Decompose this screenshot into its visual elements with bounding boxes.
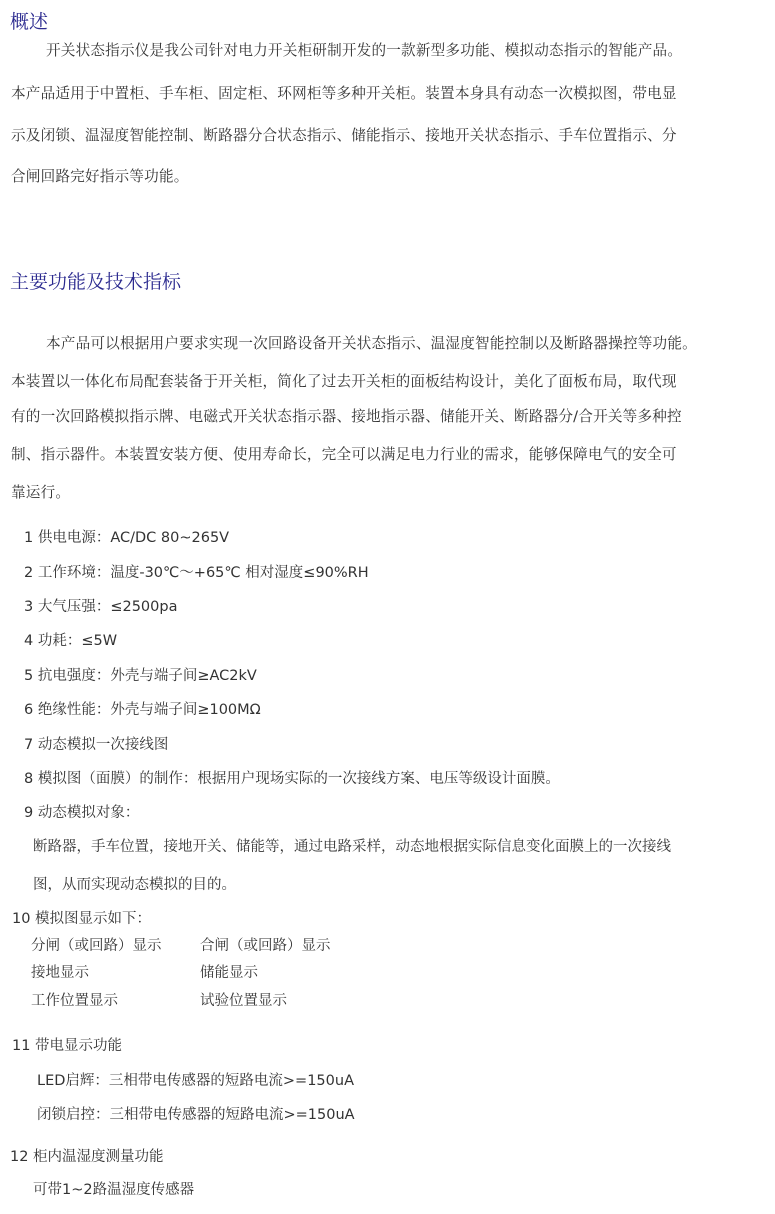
spec-item-7: 7 动态模拟一次接线图 (24, 737, 169, 753)
section-title-features: 主要功能及技术指标 (10, 271, 182, 293)
spec-item-9-detail-1: 断路器，手车位置，接地开关、储能等，通过电路采样，动态地根据实际信息变化面膜上的一次接线 (33, 839, 671, 855)
overview-line-4: 合闸回路完好指示等功能。 (11, 168, 189, 185)
spec-item-3: 3 大气压强：≤2500pa (24, 599, 178, 615)
spec-item-1: 1 供电电源：AC/DC 80~265V (24, 530, 230, 546)
overview-line-2: 本产品适用于中置柜、手车柜、固定柜、环网柜等多种开关柜。装置本身具有动态一次模拟图，带电显 (11, 85, 677, 102)
features-line-4: 制、指示器件。本装置安装方便、使用寿命长，完全可以满足电力行业的需求，能够保障电气的安全可 (11, 446, 677, 463)
spec-item-8: 8 模拟图（面膜）的制作：根据用户现场实际的一次接线方案、电压等级设计面膜。 (24, 771, 560, 787)
display-grid-cell: 分闸（或回路）显示 (31, 938, 162, 954)
display-grid-cell: 接地显示 (31, 965, 89, 981)
features-line-2: 本装置以一体化布局配套装备于开关柜，简化了过去开关柜的面板结构设计，美化了面板布局，取代现 (11, 373, 677, 390)
spec-item-10: 10 模拟图显示如下： (12, 911, 152, 927)
features-line-1: 本产品可以根据用户要求实现一次回路设备开关状态指示、温湿度智能控制以及断路器操控等功能。 (46, 335, 697, 352)
display-grid-cell: 试验位置显示 (200, 993, 287, 1009)
section-title-overview: 概述 (10, 11, 49, 33)
live-display-line-1: LED启辉：三相带电传感器的短路电流>=150uA (37, 1073, 354, 1089)
display-grid-cell: 合闸（或回路）显示 (200, 938, 331, 954)
spec-item-5: 5 抗电强度：外壳与端子间≥AC2kV (24, 668, 257, 684)
display-grid-cell: 储能显示 (200, 965, 258, 981)
spec-item-2: 2 工作环境：温度-30℃～+65℃ 相对湿度≤90%RH (24, 565, 369, 581)
features-line-5: 靠运行。 (11, 484, 71, 501)
features-line-3: 有的一次回路模拟指示牌、电磁式开关状态指示器、接地指示器、储能开关、断路器分/合开关等多种控 (11, 408, 682, 425)
spec-item-9: 9 动态模拟对象： (24, 805, 140, 821)
display-grid-cell: 工作位置显示 (31, 993, 118, 1009)
temp-humidity-line-1: 可带1~2路温湿度传感器 (33, 1182, 195, 1198)
spec-item-4: 4 功耗：≤5W (24, 633, 118, 649)
live-display-line-2: 闭锁启控：三相带电传感器的短路电流>=150uA (37, 1107, 355, 1123)
overview-line-1: 开关状态指示仪是我公司针对电力开关柜研制开发的一款新型多功能、模拟动态指示的智能产品。 (46, 42, 683, 59)
spec-item-11: 11 带电显示功能 (12, 1038, 123, 1054)
overview-line-3: 示及闭锁、温湿度智能控制、断路器分合状态指示、储能指示、接地开关状态指示、手车位置指示、分 (11, 127, 677, 144)
spec-item-12: 12 柜内温湿度测量功能 (10, 1149, 164, 1165)
spec-item-9-detail-2: 图，从而实现动态模拟的目的。 (33, 877, 236, 893)
spec-item-6: 6 绝缘性能：外壳与端子间≥100MΩ (24, 702, 261, 718)
